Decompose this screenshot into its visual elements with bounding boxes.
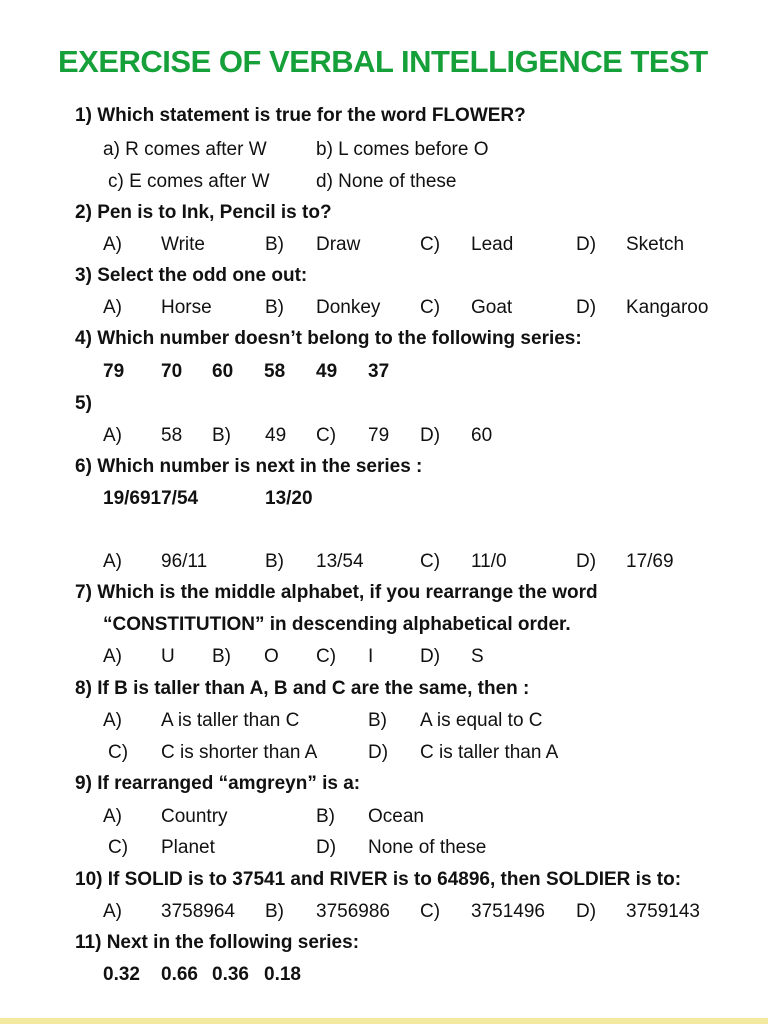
question-8 (75, 678, 529, 700)
option-label: B) (212, 425, 231, 446)
question-5 (75, 393, 92, 415)
option-label: D) (576, 901, 597, 922)
question-text: Select the odd one out: (97, 265, 308, 286)
option-label: D) (420, 425, 441, 446)
option-label: C) (108, 742, 129, 763)
series-value: 0.32 (103, 964, 140, 985)
series-value: 0.18 (264, 964, 301, 985)
option-value: 17/69 (626, 551, 674, 572)
option-value: Horse (161, 297, 212, 318)
option-value: Donkey (316, 297, 381, 318)
question-9 (75, 773, 360, 795)
question-text: If SOLID is to 37541 and RIVER is to 64896, then SOLDIER is to: (107, 869, 682, 890)
question-11 (75, 932, 359, 954)
option-value: 11/0 (471, 551, 507, 572)
option-label: C) (316, 646, 337, 667)
q1-option-d: d) None of these (316, 171, 457, 192)
option-value: Planet (161, 837, 215, 858)
q1-option-a: a) R comes after W (103, 139, 267, 160)
option-value: 58 (161, 425, 183, 446)
option-label: B) (368, 710, 387, 731)
bottom-edge-strip (0, 1018, 768, 1024)
option-label: A) (103, 425, 122, 446)
series-value: 0.66 (161, 964, 198, 985)
option-value: 3758964 (161, 901, 235, 922)
option-label: B) (316, 806, 335, 827)
question-number: 6) (75, 456, 92, 477)
option-label: D) (316, 837, 337, 858)
question-3 (75, 265, 307, 287)
question-number: 4) (75, 328, 92, 349)
question-6 (75, 456, 422, 478)
series-value: 79 (103, 361, 125, 382)
option-value: 96/11 (161, 551, 208, 572)
option-value: 3756986 (316, 901, 390, 922)
option-value: 3751496 (471, 901, 545, 922)
option-value: Kangaroo (626, 297, 709, 318)
series-value: 60 (212, 361, 234, 382)
question-7 (75, 582, 598, 604)
option-value: A is equal to C (420, 710, 543, 731)
option-value: Goat (471, 297, 513, 318)
question-text: Which number doesn’t belong to the following series: (97, 328, 582, 349)
option-label: B) (265, 297, 284, 318)
option-label: C) (420, 551, 441, 572)
question-number: 8) (75, 678, 92, 699)
question-10 (75, 869, 681, 891)
question-4 (75, 328, 582, 350)
option-value: Draw (316, 234, 361, 255)
question-1 (75, 105, 526, 127)
option-label: C) (316, 425, 337, 446)
option-label: A) (103, 234, 122, 255)
option-value: C is shorter than A (161, 742, 318, 763)
option-value: 60 (471, 425, 493, 446)
question-number: 7) (75, 582, 92, 603)
option-label: B) (265, 234, 284, 255)
option-label: B) (212, 646, 231, 667)
question-text: If B is taller than A, B and C are the same, then : (97, 678, 530, 699)
question-number: 3) (75, 265, 92, 286)
option-value: Country (161, 806, 228, 827)
question-text: Which is the middle alphabet, if you rearrange the word (97, 582, 598, 603)
option-value: 13/54 (316, 551, 364, 572)
q1-option-b: b) L comes before O (316, 139, 489, 160)
question-number: 10) (75, 869, 103, 890)
option-value: 49 (265, 425, 287, 446)
question-number: 5) (75, 393, 92, 414)
option-label: B) (265, 901, 284, 922)
q1-option-c: c) E comes after W (108, 171, 270, 192)
option-label: D) (576, 297, 597, 318)
option-label: C) (420, 234, 441, 255)
option-value: S (471, 646, 484, 667)
question-2 (75, 202, 332, 224)
option-label: C) (420, 297, 441, 318)
question-text: Which number is next in the series : (97, 456, 423, 477)
series-value: 13/20 (265, 488, 313, 509)
option-value: Write (161, 234, 205, 255)
option-label: A) (103, 901, 122, 922)
question-number: 2) (75, 202, 92, 223)
question-text: If rearranged “amgreyn” is a: (97, 773, 361, 794)
question-7-continued: “CONSTITUTION” in descending alphabetical order. (103, 614, 571, 635)
option-value: A is taller than C (161, 710, 300, 731)
option-label: D) (576, 234, 597, 255)
option-label: D) (420, 646, 441, 667)
option-value: None of these (368, 837, 487, 858)
option-value: O (264, 646, 279, 667)
series-value: 49 (316, 361, 338, 382)
question-text: Which statement is true for the word FLOWER? (97, 105, 526, 126)
option-label: A) (103, 551, 122, 572)
option-label: A) (103, 646, 122, 667)
series-value: 19/6917/54 (103, 488, 199, 509)
option-value: Lead (471, 234, 514, 255)
question-text: Next in the following series: (106, 932, 360, 953)
series-value: 70 (161, 361, 183, 382)
series-value: 37 (368, 361, 390, 382)
option-value: 79 (368, 425, 390, 446)
option-label: A) (103, 710, 122, 731)
option-label: B) (265, 551, 284, 572)
question-number: 1) (75, 105, 92, 126)
option-label: D) (576, 551, 597, 572)
question-number: 9) (75, 773, 92, 794)
question-text: Pen is to Ink, Pencil is to? (97, 202, 332, 223)
option-label: D) (368, 742, 389, 763)
option-value: C is taller than A (420, 742, 559, 763)
option-value: U (161, 646, 175, 667)
question-number: 11) (75, 932, 102, 953)
option-value: 3759143 (626, 901, 700, 922)
option-label: C) (108, 837, 129, 858)
option-value: Sketch (626, 234, 685, 255)
option-value: Ocean (368, 806, 424, 827)
page-title: EXERCISE OF VERBAL INTELLIGENCE TEST (58, 44, 708, 79)
option-label: C) (420, 901, 441, 922)
option-label: A) (103, 806, 122, 827)
series-value: 58 (264, 361, 286, 382)
option-label: A) (103, 297, 122, 318)
option-value: I (368, 646, 374, 667)
series-value: 0.36 (212, 964, 249, 985)
